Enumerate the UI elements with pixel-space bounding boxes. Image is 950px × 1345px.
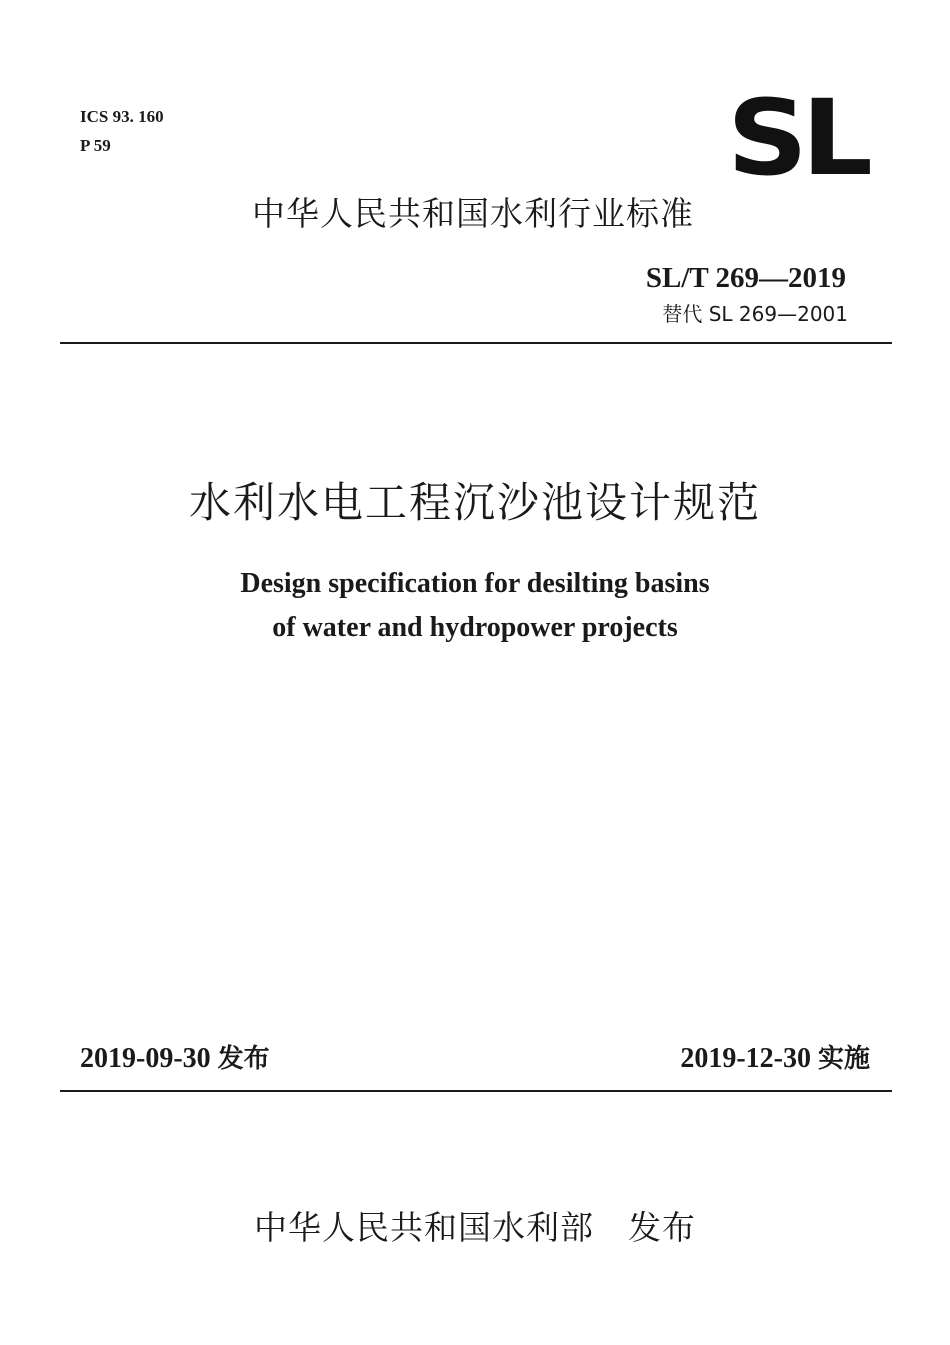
replaces-standard: 替代 SL 269—2001 <box>662 302 848 326</box>
publisher-name: 中华人民共和国水利部 <box>254 1208 594 1247</box>
sl-logo: SL <box>727 77 867 199</box>
effective-label: 实施 <box>817 1044 870 1074</box>
publisher-line <box>0 1202 950 1249</box>
industry-standard-text: 中华人民共和国水利行业标准 <box>252 194 694 233</box>
title-english-line2: of water and hydropower projects <box>272 612 678 643</box>
industry-standard-heading <box>0 188 950 235</box>
issue-date: 2019-09-30 <box>80 1043 211 1074</box>
publisher-label: 发布 <box>628 1208 696 1247</box>
title-chinese: 水利水电工程沉沙池设计规范 <box>188 478 761 527</box>
standard-code: SL/T 269—2019 <box>645 262 846 294</box>
ccs-code: P 59 <box>80 136 111 155</box>
effective-date: 2019-12-30 <box>680 1043 811 1074</box>
issue-date-block <box>80 1038 270 1075</box>
effective-date-block <box>680 1038 870 1075</box>
title-english <box>0 562 950 650</box>
issue-label: 发布 <box>217 1044 270 1074</box>
bottom-divider <box>60 1090 892 1092</box>
ics-code: ICS 93. 160 <box>80 107 164 126</box>
classification-codes <box>80 102 164 160</box>
title-english-line1: Design specification for desilting basins <box>240 568 710 599</box>
top-divider <box>60 342 892 344</box>
